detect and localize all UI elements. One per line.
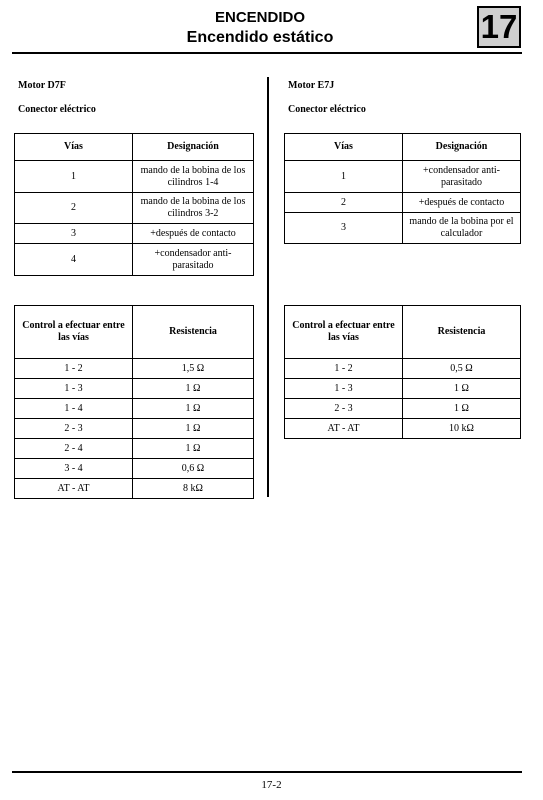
page-title: ENCENDIDO xyxy=(214,9,305,26)
table-header: Vías xyxy=(285,134,403,161)
resistance-table-e7j xyxy=(284,305,521,439)
table-cell: AT - AT xyxy=(15,479,133,499)
table-row xyxy=(285,193,521,213)
table-row xyxy=(15,193,254,224)
footer-rule xyxy=(12,771,522,773)
table-header: Designación xyxy=(133,134,254,161)
table-row xyxy=(15,359,254,379)
table-cell: 1 Ω xyxy=(133,379,254,399)
table-header: Vías xyxy=(15,134,133,161)
table-cell: AT - AT xyxy=(285,419,403,439)
table-cell: 2 - 3 xyxy=(285,399,403,419)
table-cell: +después de contacto xyxy=(403,193,521,213)
table-cell: 2 xyxy=(15,193,133,224)
column-divider xyxy=(267,77,269,497)
table-cell: 1 xyxy=(15,161,133,193)
table-cell: 1 Ω xyxy=(133,439,254,459)
table-cell: 1 - 3 xyxy=(15,379,133,399)
table-cell: 1 Ω xyxy=(403,399,521,419)
table-cell: 1 - 2 xyxy=(285,359,403,379)
table-cell: 1 Ω xyxy=(403,379,521,399)
table-row xyxy=(285,161,521,193)
table-header: Resistencia xyxy=(133,306,254,359)
connector-table-e7j xyxy=(284,133,521,244)
table-row xyxy=(285,419,521,439)
table-cell: 4 xyxy=(15,244,133,276)
table-cell: +después de contacto xyxy=(133,224,254,244)
page-number: 17-2 xyxy=(261,779,282,791)
table-cell: 1 - 4 xyxy=(15,399,133,419)
table-cell: 3 xyxy=(285,213,403,244)
table-cell: mando de la bobina de los cilindros 3-2 xyxy=(133,193,254,224)
table-row xyxy=(285,379,521,399)
table-row xyxy=(285,359,521,379)
table-cell: mando de la bobina de los cilindros 1-4 xyxy=(133,161,254,193)
table-row xyxy=(15,419,254,439)
table-cell: 2 - 3 xyxy=(15,419,133,439)
table-cell: 1 Ω xyxy=(133,399,254,419)
table-header: Designación xyxy=(403,134,521,161)
connector-table-d7f xyxy=(14,133,254,276)
table-cell: 3 - 4 xyxy=(15,459,133,479)
table-row xyxy=(15,399,254,419)
table-cell: 10 kΩ xyxy=(403,419,521,439)
connector-label-e7j: Conector eléctrico xyxy=(288,104,366,115)
table-header: Resistencia xyxy=(403,306,521,359)
table-cell: 2 - 4 xyxy=(15,439,133,459)
table-row xyxy=(15,479,254,499)
page-subtitle: Encendido estático xyxy=(186,29,334,46)
table-row xyxy=(15,161,254,193)
table-cell: 3 xyxy=(15,224,133,244)
table-cell: 1 Ω xyxy=(133,419,254,439)
table-row xyxy=(285,213,521,244)
table-row xyxy=(15,379,254,399)
table-cell: 1,5 Ω xyxy=(133,359,254,379)
table-cell: +condensador anti-parasitado xyxy=(133,244,254,276)
table-cell: 1 - 2 xyxy=(15,359,133,379)
table-cell: 1 - 3 xyxy=(285,379,403,399)
table-row xyxy=(15,459,254,479)
table-cell: mando de la bobina por el calculador xyxy=(403,213,521,244)
table-cell: 1 xyxy=(285,161,403,193)
table-cell: 0,5 Ω xyxy=(403,359,521,379)
connector-label-d7f: Conector eléctrico xyxy=(18,104,96,115)
header-rule xyxy=(12,52,522,54)
table-cell: 2 xyxy=(285,193,403,213)
table-row xyxy=(15,439,254,459)
table-row xyxy=(285,399,521,419)
motor-label-d7f: Motor D7F xyxy=(18,80,66,91)
table-cell: 0,6 Ω xyxy=(133,459,254,479)
table-cell: 8 kΩ xyxy=(133,479,254,499)
motor-label-e7j: Motor E7J xyxy=(288,80,335,91)
table-header: Control a efectuar entre las vías xyxy=(15,306,133,359)
page-header xyxy=(160,8,360,48)
resistance-table-d7f xyxy=(14,305,254,499)
table-header: Control a efectuar entre las vías xyxy=(285,306,403,359)
table-row xyxy=(15,244,254,276)
table-cell: +condensador anti-parasitado xyxy=(403,161,521,193)
chapter-number-badge: 17 xyxy=(477,6,521,48)
table-row xyxy=(15,224,254,244)
